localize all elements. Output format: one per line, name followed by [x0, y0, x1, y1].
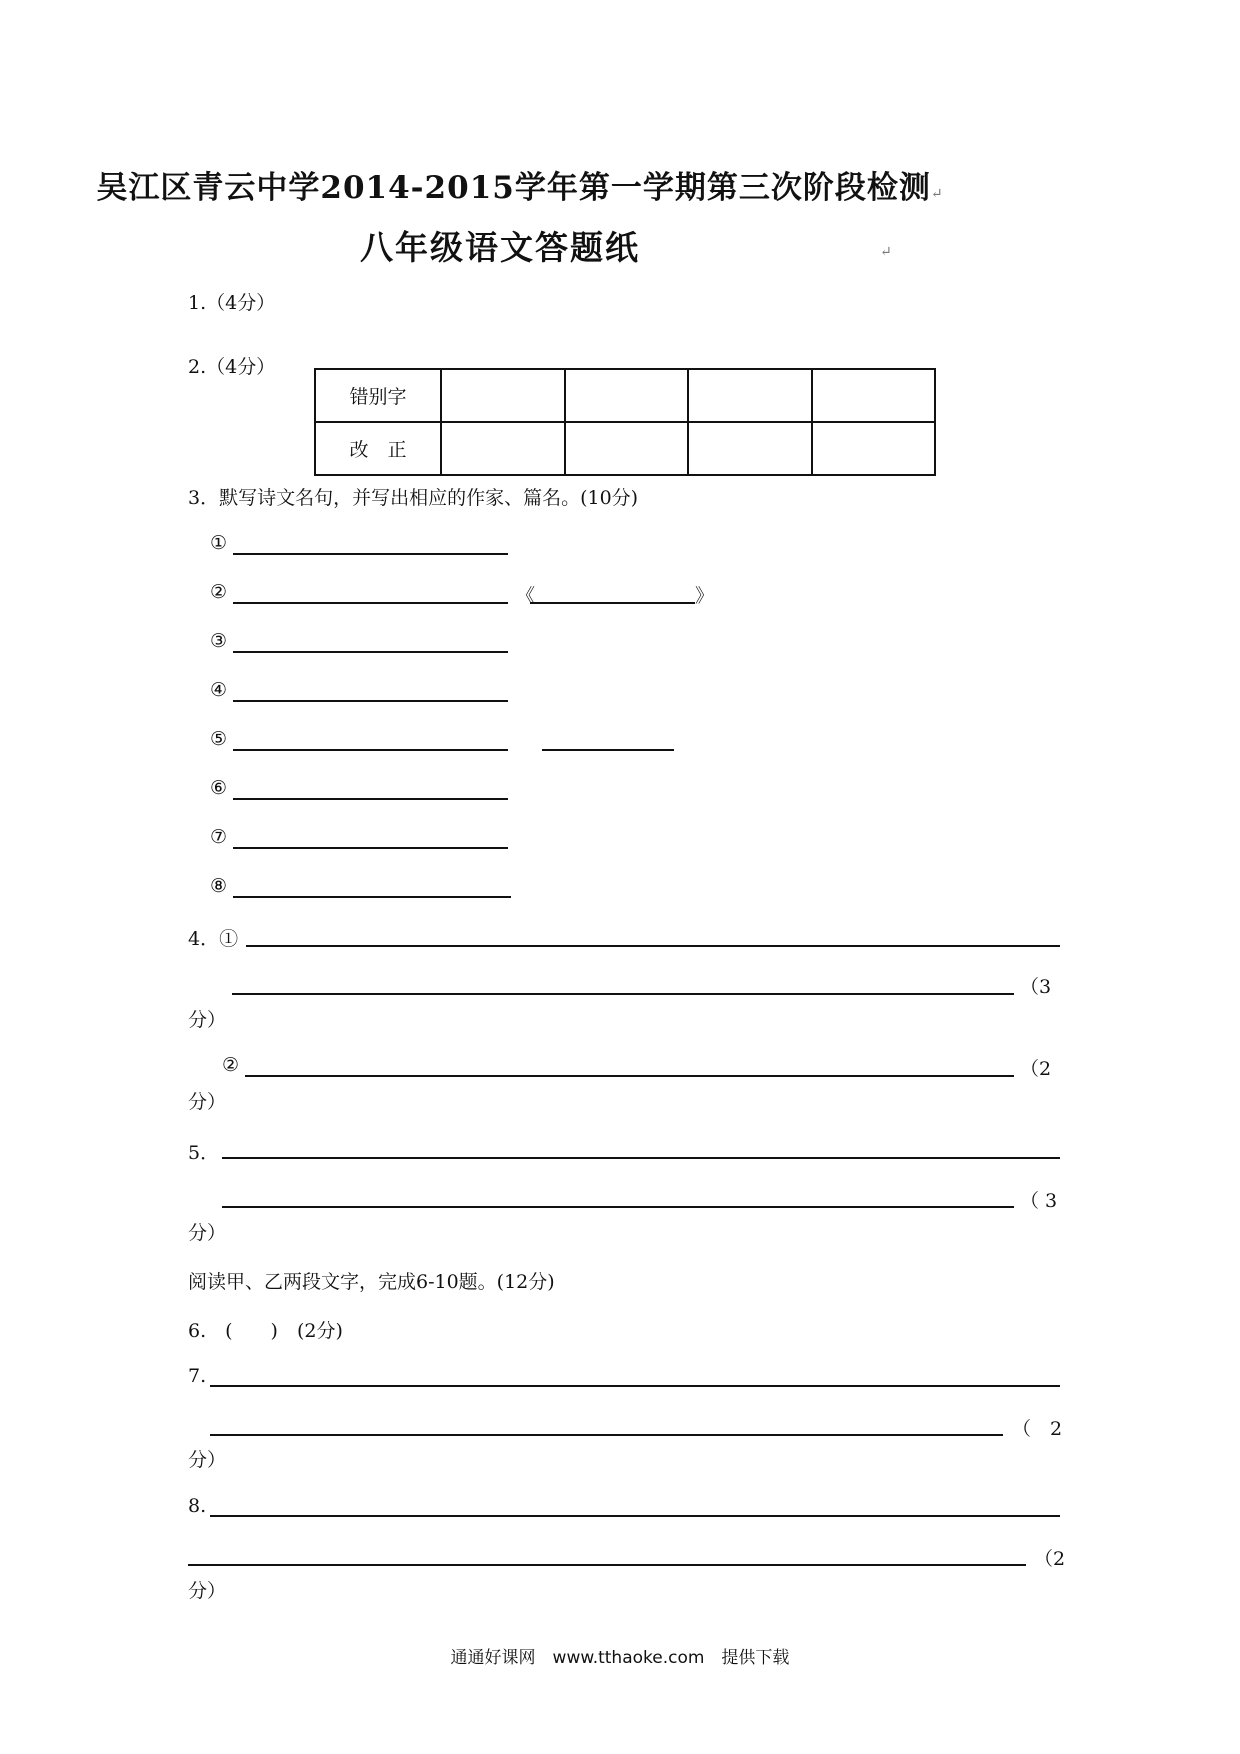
- answer-line[interactable]: [233, 749, 508, 751]
- q5-label: 5．: [188, 1142, 220, 1164]
- q3-item-4: ④: [210, 679, 228, 701]
- answer-line[interactable]: [210, 1515, 1060, 1517]
- answer-line[interactable]: [233, 602, 508, 604]
- answer-line[interactable]: [232, 993, 1014, 995]
- answer-cell[interactable]: [812, 369, 936, 422]
- q8-label: 8.: [188, 1495, 207, 1517]
- answer-line[interactable]: [188, 1564, 1026, 1566]
- answer-line[interactable]: [222, 1206, 1014, 1208]
- answer-line[interactable]: [233, 553, 508, 555]
- table-row: [315, 422, 935, 475]
- q4-label: 4．①: [188, 928, 239, 950]
- q2-label: 2.（4分）: [188, 356, 276, 378]
- document-title: 吴江区青云中学2014-2015学年第一学期第三次阶段检测↵: [96, 170, 944, 206]
- q3-item-3: ③: [210, 630, 228, 652]
- score-unit: 分）: [188, 1009, 227, 1031]
- q3-item-5: ⑤: [210, 728, 228, 750]
- answer-cell[interactable]: [688, 422, 812, 475]
- book-title-close: 》: [695, 585, 715, 607]
- answer-cell[interactable]: [441, 369, 565, 422]
- q4-score-2: （2: [1020, 1058, 1052, 1080]
- book-title-line[interactable]: [530, 602, 695, 604]
- q3-item-8: ⑧: [210, 875, 228, 897]
- answer-line[interactable]: [233, 798, 508, 800]
- q6-label: 6. ( ) (2分): [188, 1320, 343, 1342]
- answer-line[interactable]: [245, 1075, 1014, 1077]
- answer-line[interactable]: [246, 945, 1060, 947]
- answer-line[interactable]: [222, 1157, 1060, 1159]
- q1-label: 1.（4分）: [188, 292, 276, 314]
- answer-line[interactable]: [233, 896, 511, 898]
- answer-cell[interactable]: [688, 369, 812, 422]
- paragraph-mark-icon: ↵: [930, 186, 944, 202]
- q7-score: （ 2: [1012, 1418, 1063, 1440]
- q8-score: （2: [1034, 1548, 1066, 1570]
- return-mark-icon: ↵: [880, 244, 892, 260]
- typo-label: 错别字: [315, 369, 441, 422]
- score-unit: 分）: [188, 1449, 227, 1471]
- score-unit: 分）: [188, 1222, 227, 1244]
- q7-label: 7.: [188, 1365, 207, 1387]
- q5-score: （ 3: [1020, 1190, 1058, 1212]
- q3-item-2: ②: [210, 581, 228, 603]
- table-row: [315, 369, 935, 422]
- q2-answer-table: [314, 368, 936, 476]
- document-subtitle: 八年级语文答题纸: [360, 228, 640, 267]
- answer-line[interactable]: [210, 1434, 1003, 1436]
- answer-line[interactable]: [210, 1385, 1060, 1387]
- answer-cell[interactable]: [565, 369, 689, 422]
- footer-credit: 通通好课网 www.tthaoke.com 提供下载: [450, 1648, 790, 1668]
- answer-cell[interactable]: [812, 422, 936, 475]
- author-line[interactable]: [542, 749, 674, 751]
- reading-instruction: 阅读甲、乙两段文字，完成6-10题。(12分): [188, 1271, 555, 1293]
- q3-label: 3．默写诗文名句，并写出相应的作家、篇名。(10分): [188, 487, 639, 509]
- answer-cell[interactable]: [565, 422, 689, 475]
- q3-item-1: ①: [210, 532, 228, 554]
- score-unit: 分）: [188, 1580, 227, 1602]
- q4-item-2: ②: [222, 1054, 240, 1076]
- correction-label: 改 正: [315, 422, 441, 475]
- book-title-open: 《: [516, 585, 536, 607]
- q4-score-1: （3: [1020, 976, 1052, 998]
- score-unit: 分）: [188, 1091, 227, 1113]
- answer-line[interactable]: [233, 847, 508, 849]
- q3-item-6: ⑥: [210, 777, 228, 799]
- q3-item-7: ⑦: [210, 826, 228, 848]
- answer-cell[interactable]: [441, 422, 565, 475]
- answer-line[interactable]: [233, 700, 508, 702]
- answer-line[interactable]: [233, 651, 508, 653]
